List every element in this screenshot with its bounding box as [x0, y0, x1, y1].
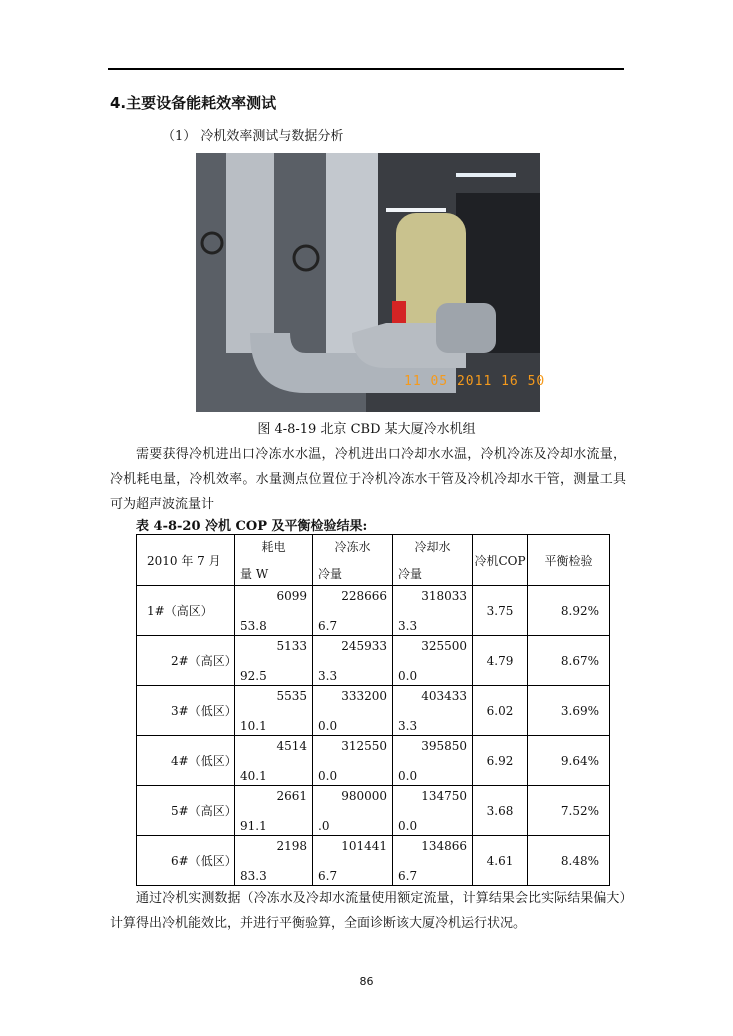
cell-cop: 3.68: [473, 786, 528, 836]
cell-chilled-water: 245933 3.3: [313, 636, 393, 686]
cell-balance: 3.69%: [528, 686, 610, 736]
cell-power: 2198 83.3: [235, 836, 313, 886]
table-row: [137, 686, 610, 736]
header-cooling-water: 冷却水 冷量: [393, 535, 473, 586]
cell-power: 5535 10.1: [235, 686, 313, 736]
table-row: [137, 786, 610, 836]
cell-unit: 6#（低区）: [137, 836, 235, 886]
cell-power: 6099 53.8: [235, 586, 313, 636]
table-row: [137, 736, 610, 786]
table-row: [137, 636, 610, 686]
cell-balance: 9.64%: [528, 736, 610, 786]
photo-timestamp: 11 05 2011 16 50: [404, 374, 546, 389]
paragraph-2: 通过冷机实测数据（冷冻水及冷却水流量使用额定流量，计算结果会比实际结果偏大）计算得出冷机能效比，并进行平衡验算，全面诊断该大厦冷机运行状况。: [110, 891, 626, 931]
header-month: 2010 年 7 月: [137, 535, 235, 586]
table-row: [137, 836, 610, 886]
table-header-row: [137, 535, 610, 586]
cop-table: [136, 534, 610, 886]
cell-unit: 1#（高区）: [137, 586, 235, 636]
cell-power: 4514 40.1: [235, 736, 313, 786]
cell-cop: 4.79: [473, 636, 528, 686]
cell-chilled-water: 980000 .0: [313, 786, 393, 836]
cell-cooling-water: 403433 3.3: [393, 686, 473, 736]
cell-chilled-water: 333200 0.0: [313, 686, 393, 736]
cell-cop: 6.92: [473, 736, 528, 786]
table-row: [137, 586, 610, 636]
header-rule: [108, 68, 624, 70]
cell-balance: 8.48%: [528, 836, 610, 886]
page-number: 86: [359, 975, 374, 988]
cell-unit: 4#（低区）: [137, 736, 235, 786]
cell-unit: 2#（高区）: [137, 636, 235, 686]
section-heading: 4.主要设备能耗效率测试: [110, 94, 277, 112]
paragraph-1: 需要获得冷机进出口冷冻水水温，冷机进出口冷却水水温，冷机冷冻及冷却水流量，冷机耗电量，冷机效率。水量测点位置位于冷机冷冻水干管及冷机冷却水干管，测量工具可为超声波流量计: [110, 447, 626, 512]
cell-cooling-water: 134750 0.0: [393, 786, 473, 836]
cell-balance: 7.52%: [528, 786, 610, 836]
header-balance: 平衡检验: [528, 535, 610, 586]
table-caption: 表 4-8-20 冷机 COP 及平衡检验结果:: [136, 519, 368, 534]
cell-chilled-water: 228666 6.7: [313, 586, 393, 636]
header-chilled-water: 冷冻水 冷量: [313, 535, 393, 586]
header-power: 耗电 量 W: [235, 535, 313, 586]
cell-chilled-water: 312550 0.0: [313, 736, 393, 786]
header-cop: 冷机COP: [473, 535, 528, 586]
cell-cooling-water: 134866 6.7: [393, 836, 473, 886]
cell-balance: 8.67%: [528, 636, 610, 686]
subsection-heading: （1） 冷机效率测试与数据分析: [162, 129, 344, 144]
cell-cooling-water: 325500 0.0: [393, 636, 473, 686]
cell-chilled-water: 101441 6.7: [313, 836, 393, 886]
cell-balance: 8.92%: [528, 586, 610, 636]
cell-cooling-water: 318033 3.3: [393, 586, 473, 636]
cell-cop: 6.02: [473, 686, 528, 736]
cell-unit: 3#（低区）: [137, 686, 235, 736]
cell-cop: 4.61: [473, 836, 528, 886]
cell-unit: 5#（高区）: [137, 786, 235, 836]
cell-cooling-water: 395850 0.0: [393, 736, 473, 786]
cell-power: 5133 92.5: [235, 636, 313, 686]
cell-power: 2661 91.1: [235, 786, 313, 836]
figure-caption: 图 4-8-19 北京 CBD 某大厦冷水机组: [257, 422, 476, 437]
cell-cop: 3.75: [473, 586, 528, 636]
